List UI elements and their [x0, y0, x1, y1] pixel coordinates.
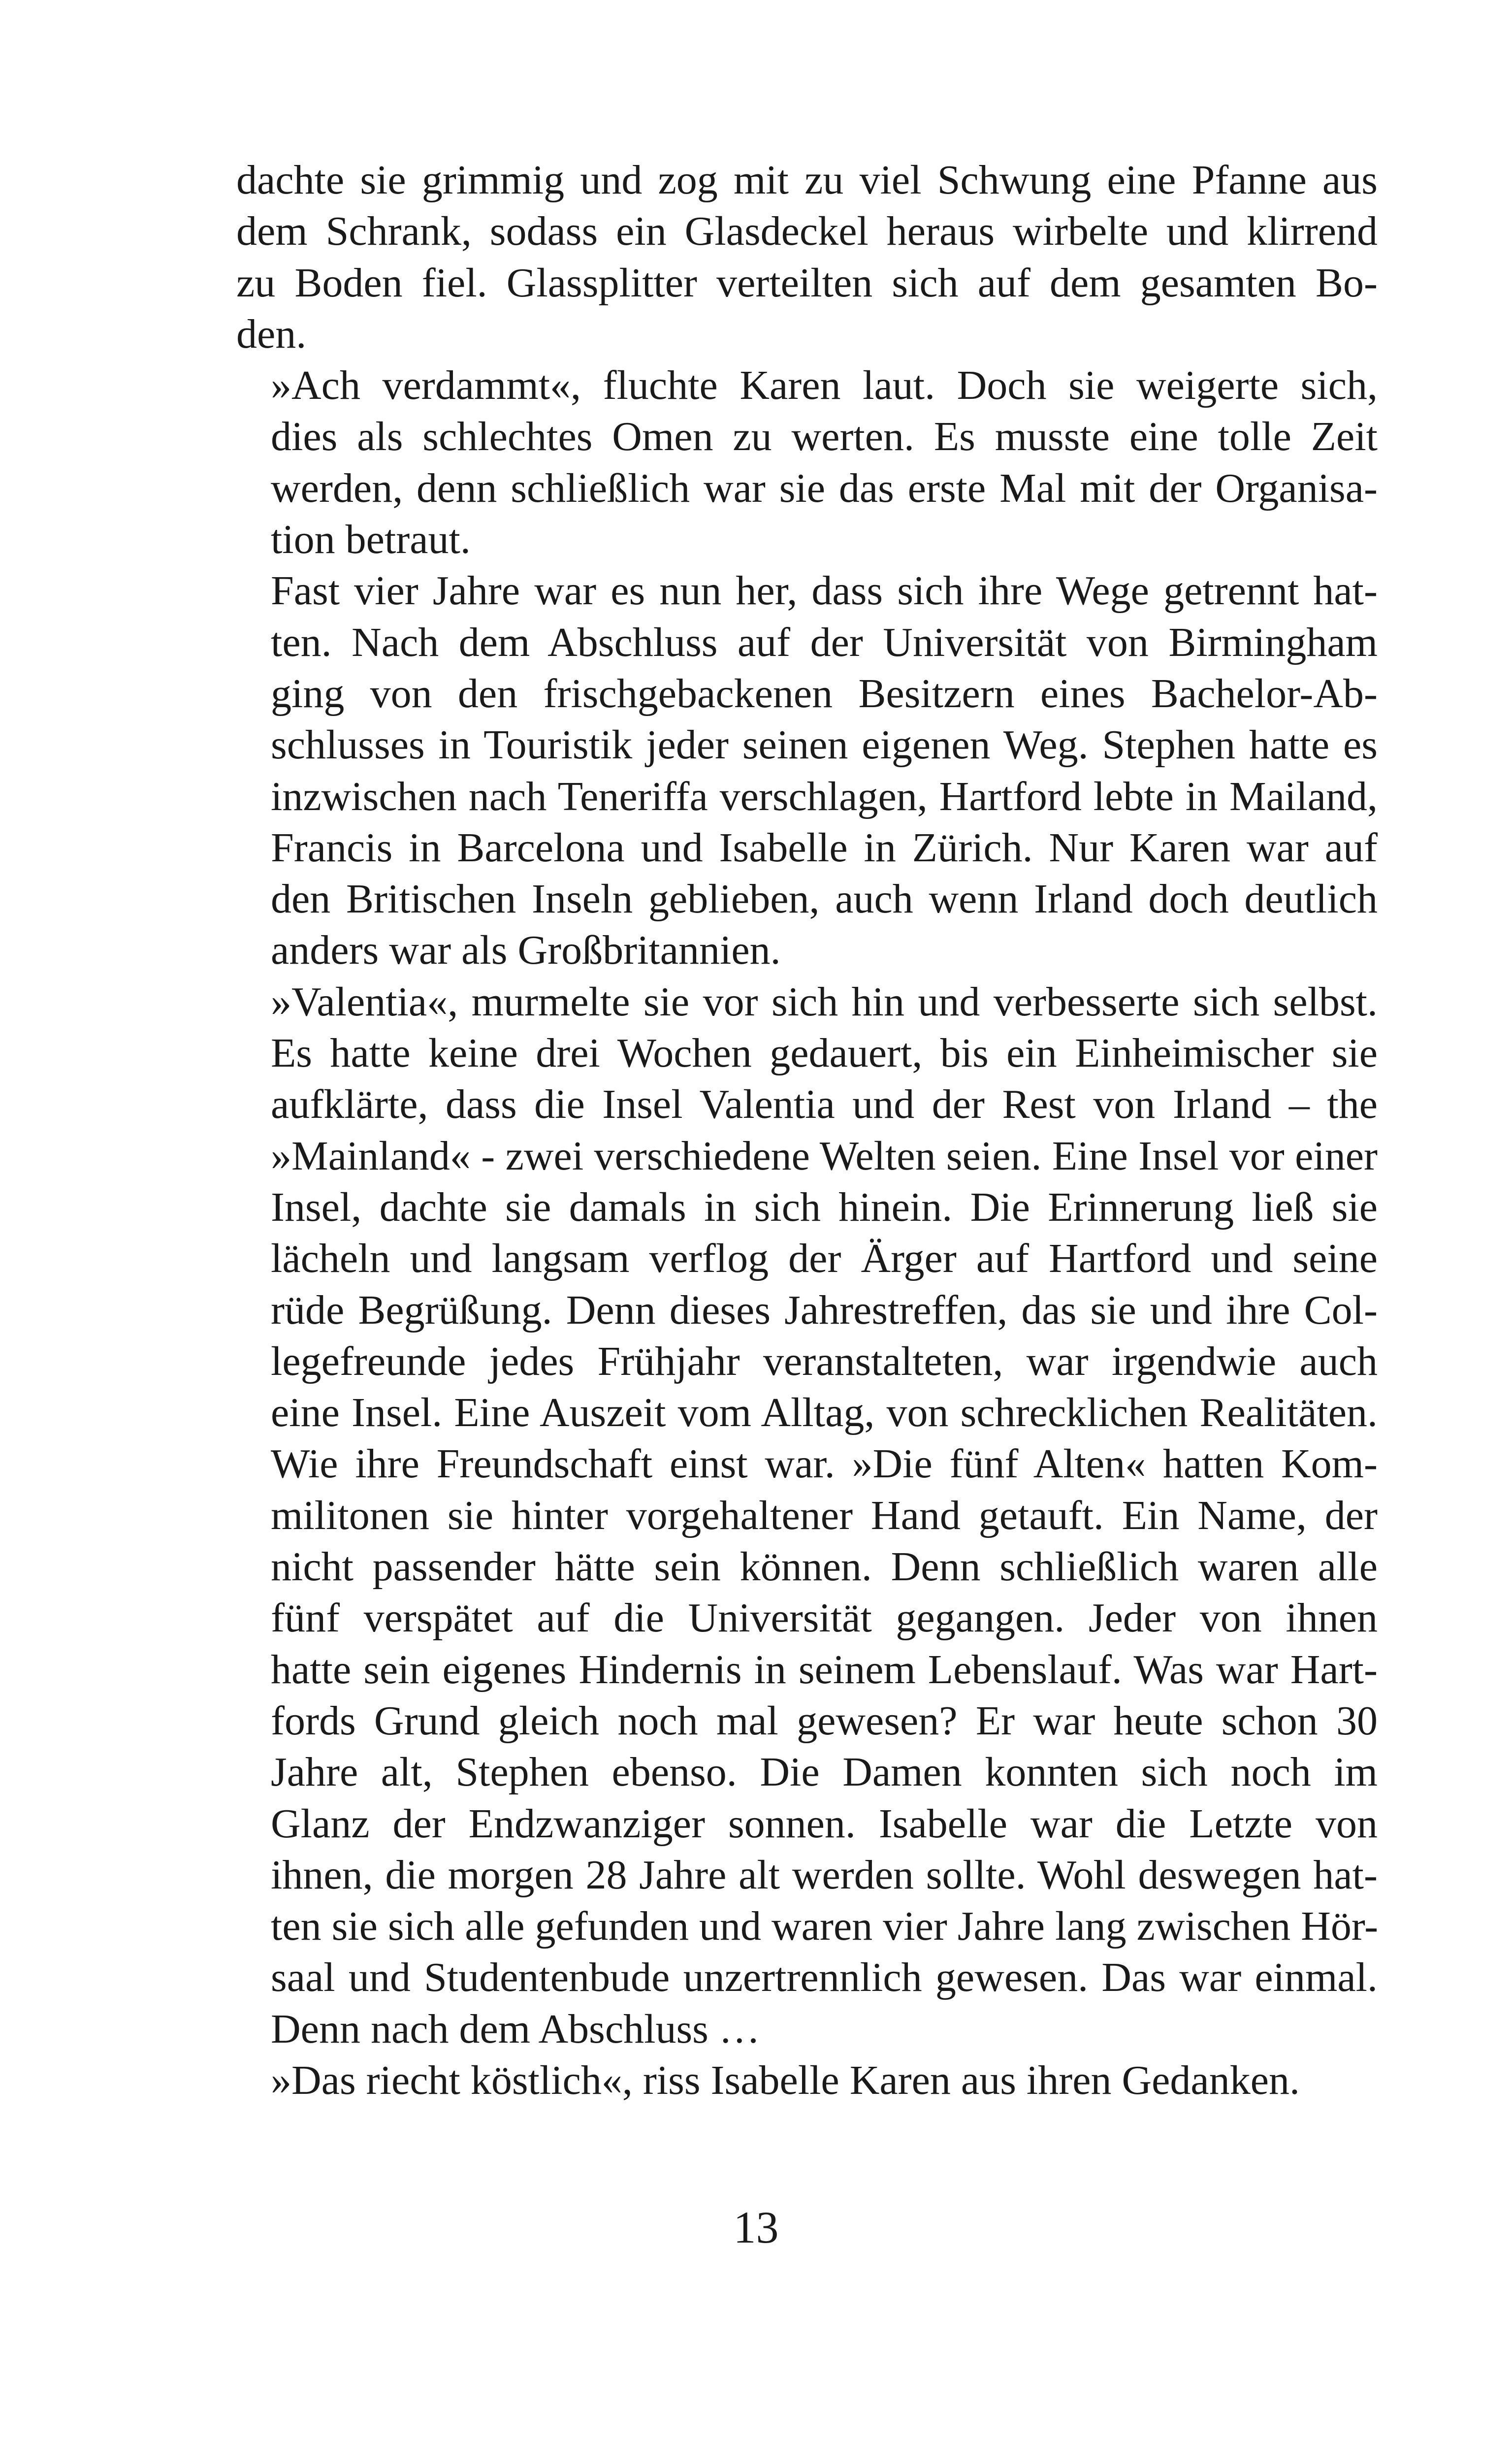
text-line: Jahre alt, Stephen ebenso. Die Damen konnten sich noch im — [271, 1749, 1378, 1795]
text-line: inzwischen nach Teneriffa verschlagen, Hartford lebte in Mailand, — [271, 773, 1378, 819]
text-line: schlusses in Touristik jeder seinen eigenen Weg. Stephen hatte es — [271, 722, 1378, 768]
text-line: militonen sie hinter vorgehaltener Hand getauft. Ein Name, der — [271, 1492, 1378, 1538]
text-line: ten sie sich alle gefunden und waren vier Jahre lang zwischen Hör- — [271, 1903, 1379, 1950]
paragraph — [236, 565, 1378, 976]
body-text — [236, 155, 1378, 2106]
text-line: hatte sein eigenes Hindernis in seinem Lebenslauf. Was war Hart- — [271, 1646, 1378, 1693]
text-line: ging von den frischgebackenen Besitzern eines Bachelor-Ab- — [271, 670, 1378, 717]
text-line: anders war als Großbritannien. — [271, 927, 781, 974]
paragraph — [236, 360, 1378, 565]
text-line: dem Schrank, sodass ein Glasdeckel heraus wirbelte und klirrend — [236, 208, 1378, 255]
text-line: ten. Nach dem Abschluss auf der Universität von Birmingham — [271, 619, 1378, 665]
text-line: den. — [236, 311, 307, 357]
text-line: den Britischen Inseln geblieben, auch wenn Irland doch deutlich — [271, 876, 1378, 922]
text-line: dies als schlechtes Omen zu werten. Es musste eine tolle Zeit — [271, 414, 1378, 460]
paragraph — [236, 2055, 1378, 2106]
text-line: »Das riecht köstlich«, riss Isabelle Karen aus ihren Gedanken. — [271, 2057, 1300, 2103]
text-line: fünf verspätet auf die Universität gegangen. Jeder von ihnen — [271, 1595, 1378, 1641]
text-line: Insel, dachte sie damals in sich hinein. Die Erinnerung ließ sie — [271, 1184, 1378, 1230]
text-line: »Ach verdammt«, fluchte Karen laut. Doch sie weigerte sich, — [271, 362, 1378, 409]
page-number: 13 — [733, 2202, 779, 2252]
text-line: ihnen, die morgen 28 Jahre alt werden sollte. Wohl deswegen hat- — [271, 1852, 1378, 1898]
text-line: Denn nach dem Abschluss … — [271, 2006, 760, 2052]
text-line: eine Insel. Eine Auszeit vom Alltag, von schrecklichen Realitäten. — [271, 1390, 1378, 1436]
text-line: Es hatte keine drei Wochen gedauert, bis ein Einheimischer sie — [271, 1030, 1378, 1076]
text-line: dachte sie grimmig und zog mit zu viel Schwung eine Pfanne aus — [236, 157, 1378, 203]
text-line: tion betraut. — [271, 517, 471, 563]
text-line: nicht passender hätte sein können. Denn schließlich waren alle — [271, 1544, 1378, 1590]
text-line: lächeln und langsam verflog der Ärger auf Hartford und seine — [271, 1236, 1378, 1282]
text-line: »Valentia«, murmelte sie vor sich hin und verbesserte sich selbst. — [271, 978, 1378, 1025]
text-line: Glanz der Endzwanziger sonnen. Isabelle war die Letzte von — [271, 1800, 1378, 1847]
text-line: legefreunde jedes Frühjahr veranstalteten, war irgendwie auch — [271, 1338, 1378, 1384]
paragraph — [236, 155, 1378, 360]
paragraph — [236, 977, 1378, 2055]
text-line: Wie ihre Freundschaft einst war. »Die fünf Alten« hatten Kom- — [271, 1441, 1378, 1487]
text-line: werden, denn schließlich war sie das erste Mal mit der Organisa- — [271, 465, 1378, 511]
text-line: Fast vier Jahre war es nun her, dass sich ihre Wege getrennt hat- — [271, 568, 1378, 614]
text-line: Francis in Barcelona und Isabelle in Zürich. Nur Karen war auf — [271, 824, 1378, 871]
text-line: rüde Begrüßung. Denn dieses Jahrestreffen, das sie und ihre Col- — [271, 1287, 1378, 1333]
text-line: aufklärte, dass die Insel Valentia und der Rest von Irland – the — [271, 1081, 1378, 1128]
text-line: fords Grund gleich noch mal gewesen? Er war heute schon 30 — [271, 1697, 1378, 1744]
text-line: »Mainland« - zwei verschiedene Welten seien. Eine Insel vor einer — [271, 1133, 1378, 1179]
text-line: zu Boden fiel. Glassplitter verteilten sich auf dem gesamten Bo- — [236, 260, 1378, 306]
text-line: saal und Studentenbude unzertrennlich gewesen. Das war einmal. — [271, 1954, 1378, 2001]
